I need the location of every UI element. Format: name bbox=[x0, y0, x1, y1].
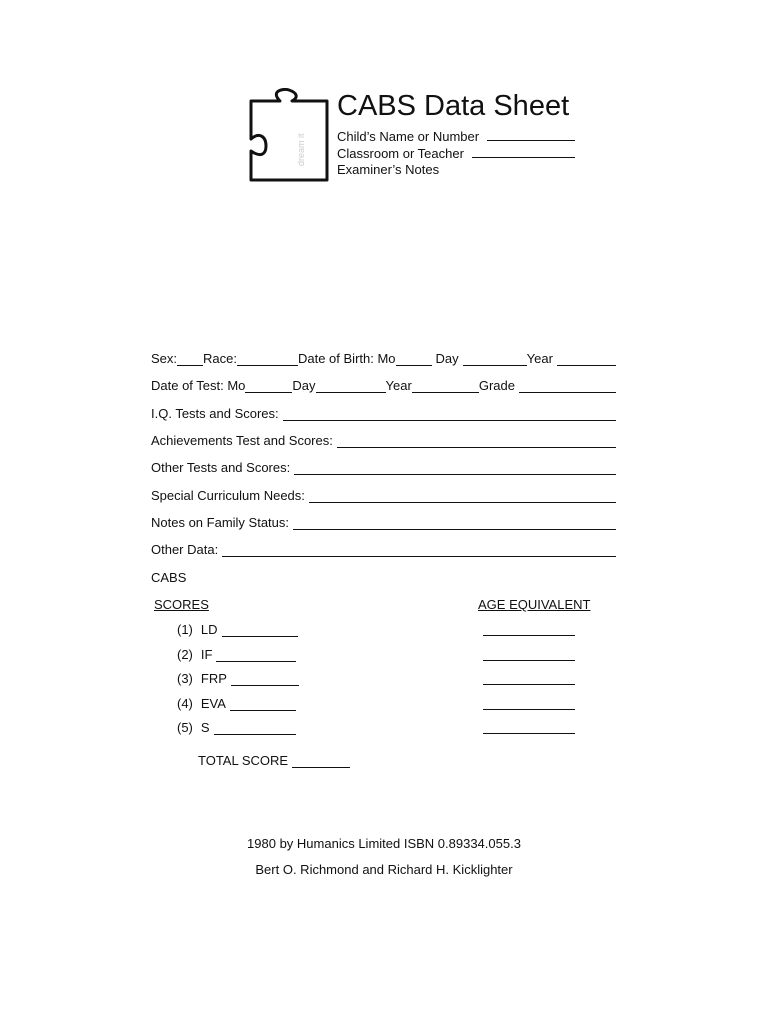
family-status-label: Notes on Family Status: bbox=[151, 515, 289, 530]
achievements-blank[interactable] bbox=[337, 434, 616, 448]
grade-label: Grade bbox=[478, 378, 515, 393]
iq-tests-label: I.Q. Tests and Scores: bbox=[151, 406, 279, 421]
score-number: (5) bbox=[177, 720, 193, 735]
test-month-blank[interactable] bbox=[245, 379, 292, 393]
score-blank[interactable] bbox=[230, 697, 296, 711]
score-label: S bbox=[200, 720, 210, 735]
age-equivalent-blank-ld[interactable] bbox=[483, 634, 575, 636]
age-equivalent-blank-if[interactable] bbox=[483, 659, 575, 661]
family-status-row bbox=[151, 512, 616, 530]
other-tests-blank[interactable] bbox=[294, 461, 616, 475]
iq-tests-blank[interactable] bbox=[283, 407, 616, 421]
dob-day-label: Day bbox=[435, 351, 459, 366]
other-data-row bbox=[151, 539, 616, 557]
copyright-line: 1980 by Humanics Limited ISBN 0.89334.055.3 bbox=[247, 836, 521, 851]
score-row-frp bbox=[177, 668, 299, 686]
iq-tests-row bbox=[151, 403, 616, 421]
family-status-blank[interactable] bbox=[293, 516, 616, 530]
score-label: FRP bbox=[200, 671, 227, 686]
score-row-eva bbox=[177, 693, 296, 711]
age-equivalent-header: AGE EQUIVALENT bbox=[478, 597, 591, 612]
classroom-line bbox=[337, 144, 575, 162]
other-data-blank[interactable] bbox=[222, 543, 616, 557]
total-score-label: TOTAL SCORE bbox=[198, 753, 289, 768]
examiners-notes-label: Examiner’s Notes bbox=[337, 162, 440, 177]
age-equivalent-blank-s[interactable] bbox=[483, 732, 575, 734]
age-equivalent-blank-frp[interactable] bbox=[483, 683, 575, 685]
score-number: (1) bbox=[177, 622, 193, 637]
sex-label: Sex: bbox=[151, 351, 178, 366]
other-tests-label: Other Tests and Scores: bbox=[151, 460, 291, 475]
score-blank[interactable] bbox=[231, 672, 299, 686]
score-row-ld bbox=[177, 619, 298, 637]
curriculum-blank[interactable] bbox=[309, 489, 616, 503]
dob-year-blank[interactable] bbox=[557, 352, 616, 366]
curriculum-label: Special Curriculum Needs: bbox=[151, 488, 305, 503]
cabs-label: CABS bbox=[151, 570, 187, 585]
dob-label: Date of Birth: Mo bbox=[297, 351, 396, 366]
test-year-blank[interactable] bbox=[412, 379, 479, 393]
curriculum-row bbox=[151, 485, 616, 503]
score-blank[interactable] bbox=[214, 721, 296, 735]
score-label: EVA bbox=[200, 696, 226, 711]
puzzle-logo bbox=[248, 88, 330, 182]
score-number: (4) bbox=[177, 696, 193, 711]
score-label: LD bbox=[200, 622, 218, 637]
score-blank[interactable] bbox=[216, 648, 296, 662]
total-score-blank[interactable] bbox=[292, 754, 350, 768]
score-row-if bbox=[177, 644, 296, 662]
scores-header: SCORES bbox=[154, 597, 209, 612]
demographics-row bbox=[151, 348, 616, 366]
classroom-label: Classroom or Teacher bbox=[337, 146, 464, 161]
page-title: CABS Data Sheet bbox=[337, 90, 570, 122]
age-equivalent-blank-eva[interactable] bbox=[483, 708, 575, 710]
dob-day-blank[interactable] bbox=[463, 352, 527, 366]
authors-line: Bert O. Richmond and Richard H. Kicklighter bbox=[255, 862, 513, 877]
achievements-row bbox=[151, 430, 616, 448]
other-tests-row bbox=[151, 457, 616, 475]
race-blank[interactable] bbox=[237, 352, 298, 366]
dob-year-label: Year bbox=[526, 351, 553, 366]
childs-name-blank[interactable] bbox=[487, 127, 575, 141]
logo-text: dream it bbox=[296, 133, 306, 166]
achievements-label: Achievements Test and Scores: bbox=[151, 433, 333, 448]
test-year-label: Year bbox=[385, 378, 412, 393]
score-label: IF bbox=[200, 647, 213, 662]
total-score-row bbox=[198, 750, 350, 768]
race-label: Race: bbox=[203, 351, 237, 366]
childs-name-line bbox=[337, 127, 575, 145]
test-day-blank[interactable] bbox=[316, 379, 386, 393]
score-blank[interactable] bbox=[222, 623, 298, 637]
classroom-blank[interactable] bbox=[472, 144, 575, 158]
sex-blank[interactable] bbox=[177, 352, 203, 366]
childs-name-label: Child’s Name or Number bbox=[337, 129, 480, 144]
score-row-s bbox=[177, 717, 296, 735]
grade-blank[interactable] bbox=[519, 379, 616, 393]
dob-month-blank[interactable] bbox=[396, 352, 432, 366]
test-date-row bbox=[151, 375, 616, 393]
other-data-label: Other Data: bbox=[151, 542, 219, 557]
test-date-label: Date of Test: Mo bbox=[151, 378, 246, 393]
test-day-label: Day bbox=[292, 378, 316, 393]
score-number: (2) bbox=[177, 647, 193, 662]
score-number: (3) bbox=[177, 671, 193, 686]
